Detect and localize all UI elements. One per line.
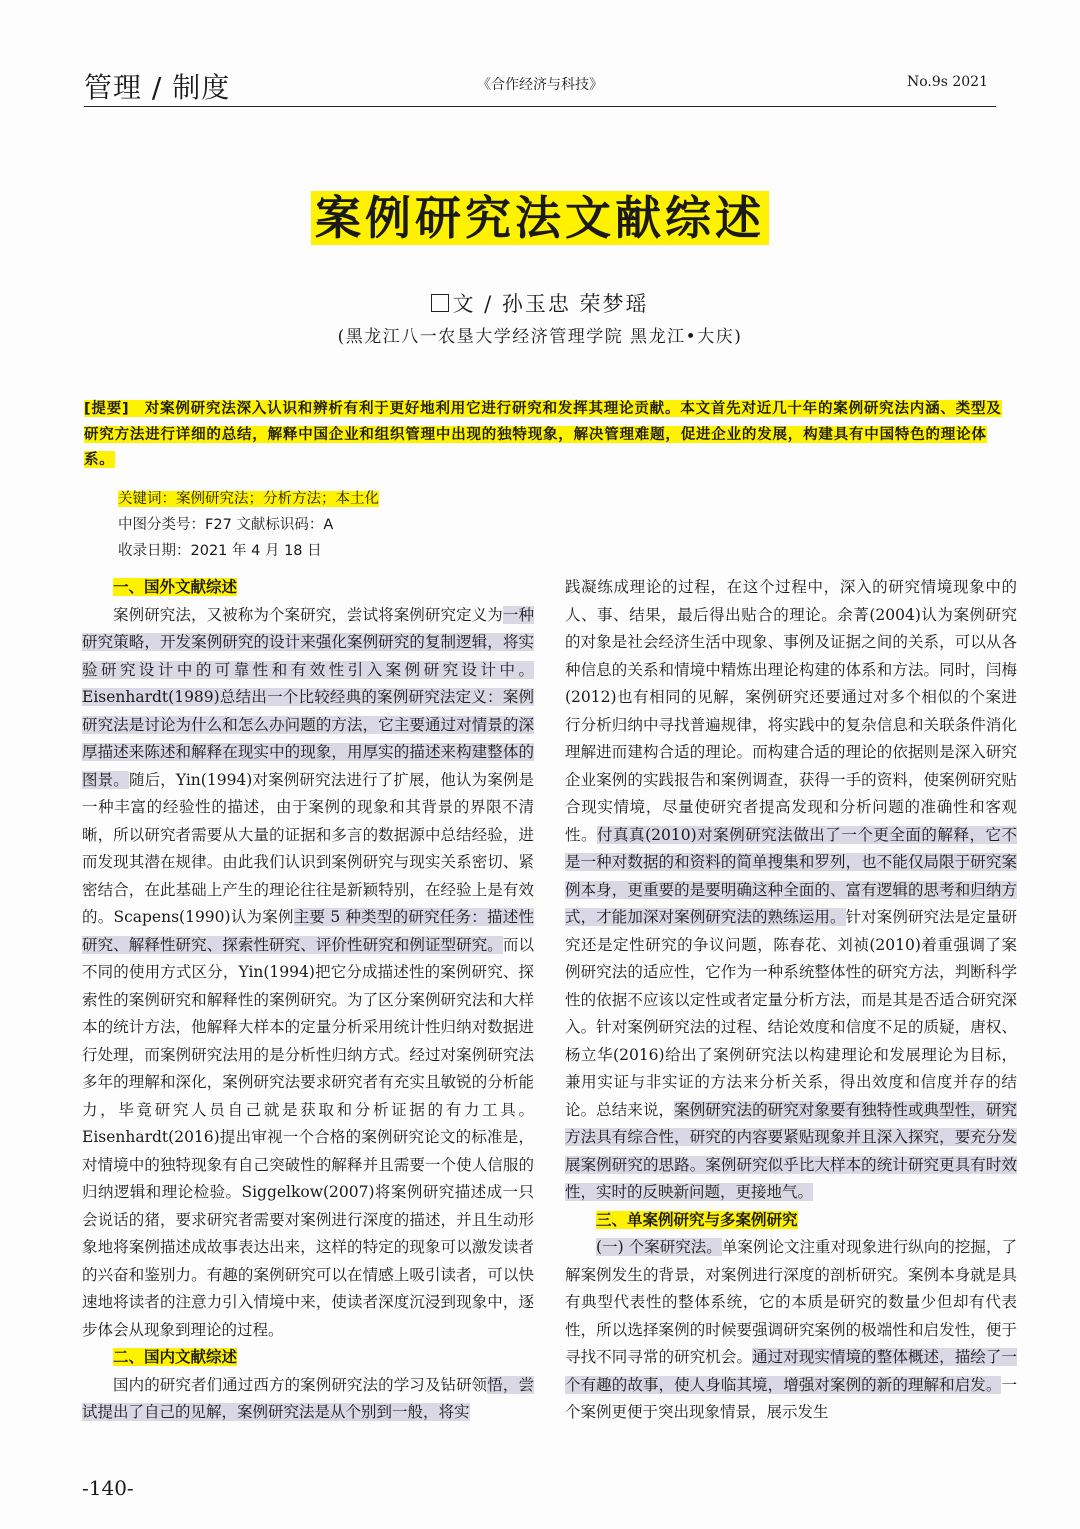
article-meta xyxy=(118,486,379,564)
abstract-text: 对案例研究法深入认识和辨析有利于更好地利用它进行研究和发挥其理论贡献。本文首先对近几十年的案例研究法内涵、类型及研究方法进行详细的总结，解释中国企业和组织管理中出现的独特现象，解决管理难题，促进企业的发展，构建具有中国特色的理论体系。 xyxy=(84,400,1002,468)
abstract xyxy=(84,396,1014,472)
running-header xyxy=(84,66,996,107)
keywords: 关键词：案例研究法；分析方法；本土化 xyxy=(118,491,379,507)
paragraph: 国内的研究者们通过西方的案例研究法的学习及钻研领悟，尝试提出了自己的见解，案例研究法是从个别到一般，将实 xyxy=(82,1375,534,1421)
article-title-text: 案例研究法文献综述 xyxy=(311,191,769,245)
byline xyxy=(0,288,1080,318)
left-column xyxy=(82,574,534,1427)
section-name: 管理 / 制度 xyxy=(84,71,231,104)
paragraph: (一) 个案研究法。单案例论文注重对现象进行纵向的挖掘，了解案例发生的背景，对案例进行深度的剖析研究。案例本身就是具有典型代表性的整体系统，它的本质是研究的数量少但却有代表性，所以选择案例的时候要强调研究案例的极端性和启发性，便于寻找不同寻常的研究机会。通过对现实情境的整体概述，描绘了一个有趣的故事，使人身临其境，增强对案例的新的理解和启发。一个案例更便于突出现象情景，展示发生 xyxy=(565,1238,1017,1421)
section-heading-1: 一、国外文献综述 xyxy=(113,578,238,596)
section-heading-2: 二、国内文献综述 xyxy=(113,1348,238,1366)
paragraph: 案例研究法，又被称为个案研究，尝试将案例研究定义为一种研究策略，开发案例研究的设计来强化案例研究的复制逻辑，将实验研究设计中的可靠性和有效性引入案例研究设计中。Eisenhardt(1989)总结出一个比较经典的案例研究法定义：案例研究法是讨论为什么和怎么办问题的方法，它主要通过对情景的深厚描述来陈述和解释在现实中的现象，用厚实的描述来构建整体的图景。随后，Yin(1994)对案例研究法进行了扩展，他认为案例是一种丰富的经验性的描述，由于案例的现象和其背景的界限不清晰，所以研究者需要从大量的证据和多言的数据源中总结经验，进而发现其潜在规律。由此我们认识到案例研究与现实关系密切、紧密结合，在此基础上产生的理论往往是新颖特别，在经验上是有效的。Scapens(1990)认为案例主要 5 种类型的研究任务：描述性研究、解释性研究、探索性研究、评价性研究和例证型研究。而以不同的使用方式区分，Yin(1994)把它分成描述性的案例研究、探索性的案例研究和解释性的案例研究。为了区分案例研究法和大样本的统计方法，他解释大样本的定量分析采用统计性归纳对数据进行处理，而案例研究法用的是分析性归纳方式。经过对案例研究法多年的理解和深化，案例研究法要求研究者有充实且敏锐的分析能力，毕竟研究人员自己就是获取和分析证据的有力工具。Eisenhardt(2016)提出审视一个合格的案例研究论文的标准是，对情境中的独特现象有自己突破性的解释并且需要一个使人信服的归纳逻辑和理论检验。Siggelkow(2007)将案例研究描述成一只会说话的猪，要求研究者需要对案例进行深度的描述，并且生动形象地将案例描述成故事表达出来，这样的特定的现象可以激发读者的兴奋和鉴别力。有趣的案例研究可以在情感上吸引读者，可以快速地将读者的注意力引入情境中来，使读者深度沉浸到现象中，逐步体会从现象到理论的过程。 xyxy=(82,605,534,1339)
abstract-label: [提要] xyxy=(84,401,130,417)
right-column xyxy=(565,574,1017,1427)
authors: 文 / 孙玉忠 荣梦瑶 xyxy=(452,292,649,316)
classification: 中图分类号：F27 文献标识码：A xyxy=(118,517,334,533)
subheading: (一) 个案研究法。 xyxy=(596,1238,722,1256)
journal-name: 《合作经济与科技》 xyxy=(477,77,603,93)
section-heading-3: 三、单案例研究与多案例研究 xyxy=(596,1210,798,1229)
article-title xyxy=(0,182,1080,248)
received-date: 收录日期：2021 年 4 月 18 日 xyxy=(118,543,322,559)
square-mark-icon xyxy=(431,294,449,312)
page-number: -140- xyxy=(82,1476,134,1500)
issue-number: No.9s 2021 xyxy=(906,74,988,90)
affiliation: (黑龙江八一农垦大学经济管理学院 黑龙江•大庆) xyxy=(337,327,743,347)
paragraph: 践凝练成理论的过程，在这个过程中，深入的研究情境现象中的人、事、结果，最后得出贴合的理论。余菁(2004)认为案例研究的对象是社会经济生活中现象、事例及证据之间的关系，可以从各种信息的关系和情境中精炼出理论构建的体系和方法。同时，闫梅(2012)也有相同的见解，案例研究还要通过对多个相似的个案进行分析归纳中寻找普遍规律，将实践中的复杂信息和关联条件消化理解进而建构合适的理论。而构建合适的理论的依据则是深入研究企业案例的实践报告和案例调查，获得一手的资料，使案例研究贴合现实情境，尽量使研究者提高发现和分析问题的准确性和客观性。付真真(2010)对案例研究法做出了一个更全面的解释，它不是一种对数据的和资料的简单搜集和罗列，也不能仅局限于研究案例本身，更重要的是要明确这种全面的、富有逻辑的思考和归纳方式，才能加深对案例研究法的熟练运用。针对案例研究法是定量研究还是定性研究的争议问题，陈春花、刘祯(2010)着重强调了案例研究法的适应性，它作为一种系统整体性的研究方法，判断科学性的依据不应该以定性或者定量分析方法，而是其是否适合研究深入。针对案例研究法的过程、结论效度和信度不足的质疑，唐权、杨立华(2016)给出了案例研究法以构建理论和发展理论为目标，兼用实证与非实证的方法来分析关系，得出效度和信度并存的结论。总结来说，案例研究法的研究对象要有独特性或典型性，研究方法具有综合性，研究的内容要紧贴现象并且深入探究，要充分发展案例研究的思路。案例研究似乎比大样本的统计研究更具有时效性，实时的反映新问题，更接地气。 xyxy=(565,578,1017,1201)
